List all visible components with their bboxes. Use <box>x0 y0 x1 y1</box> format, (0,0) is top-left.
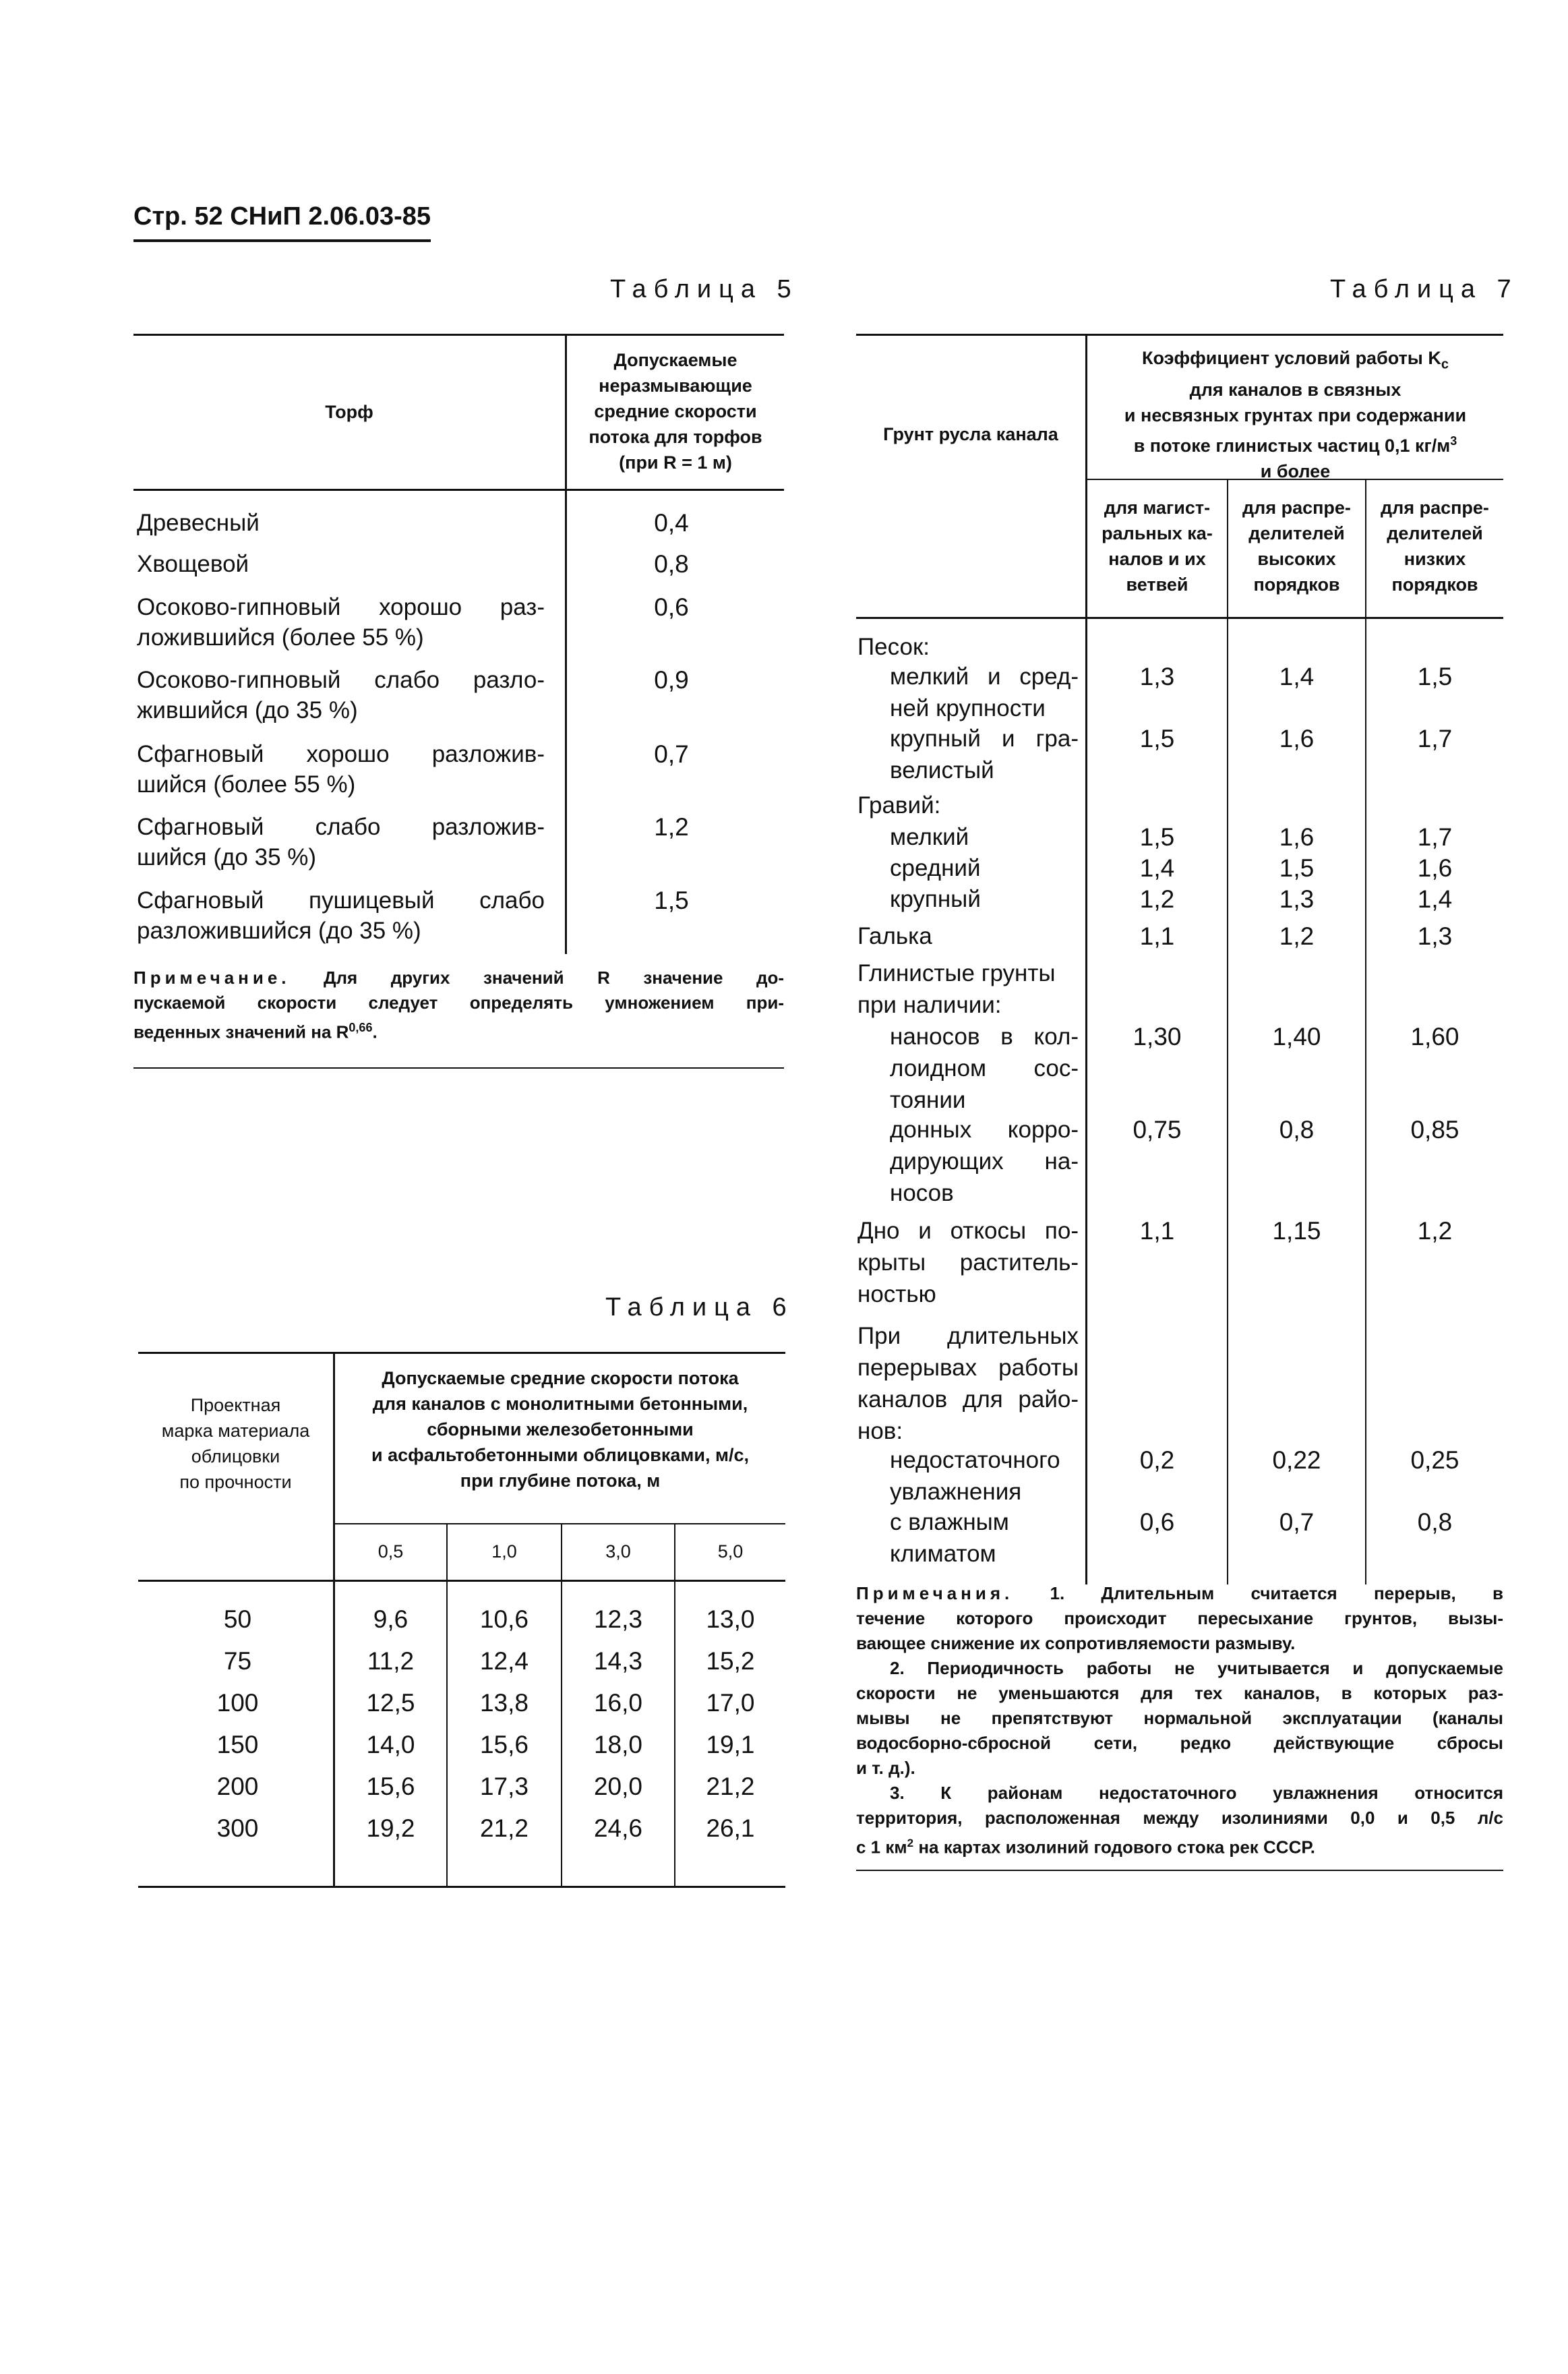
table7-row-label-cont: тоянии <box>890 1087 966 1113</box>
table6-cell: 17,0 <box>706 1689 755 1717</box>
table7-notes: Примечания. 1. Длительным считается перерыв, в течение которого происходит пересыхание грунтов, вызы- вающее снижение их сопротивляемости размыву. 2. Периодичность работы не учитывается и допускаемые скорости не уменьшаются для тех каналов, в которых раз- мывы не препятствуют нормальной эксплуатации (каналы водосборно-сбросной сети, редко действующие сбросы и т. д.). 3. К районам недостаточного увлажнения относится территория, расположенная между изолиниями 0,0 и 0,5 л/с с 1 $км^2$ на картах изолиний годового стока рек СССР. <box>856 1583 1503 1858</box>
table7-cell: 0,22 <box>1272 1446 1321 1474</box>
table6-cell: 18,0 <box>593 1731 642 1758</box>
table5-header-rule <box>133 489 784 491</box>
table6-col-mark: Проектная марка материала облицовки по прочности <box>161 1395 310 1492</box>
table7-cell: 1,4 <box>1139 854 1175 882</box>
table6-depth-rule <box>333 1523 785 1524</box>
table7-cell: 1,3 <box>1139 663 1175 690</box>
table5-row-name-cont: шийся (до 35 %) <box>137 844 317 870</box>
table6-depth: 1,0 <box>491 1541 517 1562</box>
table7-row-label-cont: увлажнения <box>890 1479 1022 1505</box>
table7-cell: 1,2 <box>1417 1217 1453 1245</box>
table6-cell: 11,2 <box>367 1647 415 1675</box>
table6-cell: 12,3 <box>593 1605 642 1633</box>
table6-cell: 14,3 <box>593 1647 642 1675</box>
table6-cell: 19,2 <box>366 1814 415 1842</box>
table7-cell: 1,2 <box>1139 885 1175 913</box>
table7-cell: 1,5 <box>1279 854 1315 882</box>
table7-col-coef: Коэффициент условий работы $K_c$ для каналов в связных и несвязных грунтах при содержании в потоке глинистых частиц 0,1 $кг/м^3$ и более <box>1124 348 1467 482</box>
table5-row-name-cont: жившийся (до 35 %) <box>137 697 358 723</box>
table5-row-name-cont: шийся (более 55 %) <box>137 771 356 798</box>
table6-cell: 19,1 <box>706 1731 755 1758</box>
table6-cell: 20,0 <box>593 1773 642 1800</box>
table7-cell: 1,30 <box>1133 1023 1182 1050</box>
table6-depth: 3,0 <box>605 1541 631 1562</box>
table5-caption: Таблица 5 <box>610 275 799 303</box>
table6-cell: 13,0 <box>706 1605 755 1633</box>
table6-cell: 13,8 <box>479 1689 529 1717</box>
table7-cell: 0,85 <box>1410 1116 1459 1144</box>
table7-row-label-cont: климатом <box>890 1541 996 1567</box>
table7-group-label: Песок: <box>857 634 930 660</box>
table7-row-label: мелкий и сред- <box>890 663 1079 690</box>
table5-row-name-cont: ложившийся (более 55 %) <box>137 624 424 651</box>
table6-cell: 21,2 <box>479 1814 529 1842</box>
table6-depth: 0,5 <box>378 1541 404 1562</box>
table7-row-label: донных корро- <box>890 1117 1079 1143</box>
table5-row-value: 1,2 <box>654 813 689 841</box>
table7-cell: 1,1 <box>1139 922 1175 950</box>
table7-cell: 1,4 <box>1279 663 1315 690</box>
table7-group-label-cont: нов: <box>857 1418 903 1444</box>
table6-cell: 15,6 <box>366 1773 415 1800</box>
table6-cell: 15,6 <box>479 1731 529 1758</box>
table5-row-name: Сфагновый слабо разложив- <box>137 814 545 840</box>
table7-cell: 0,8 <box>1417 1508 1453 1536</box>
table5-row-name: Сфагновый пушицевый слабо <box>137 887 545 914</box>
table6-col-speed: Допускаемые средние скорости потока для каналов с монолитными бетонными, сборными железобетонными и асфальтобетонными облицовками, м/с, при глубине потока, м <box>371 1368 749 1491</box>
page-header: Стр. 52 СНиП 2.06.03-85 <box>133 202 431 242</box>
table7-cell: 1,3 <box>1417 922 1453 950</box>
table7-row-label-cont: ностью <box>857 1281 936 1307</box>
table6-mark: 100 <box>216 1689 259 1717</box>
table7-group-label: Гравий: <box>857 792 941 819</box>
table7-row-label-cont: крыты раститель- <box>857 1249 1079 1276</box>
table6-depth: 5,0 <box>717 1541 744 1562</box>
table6-caption: Таблица 6 <box>605 1293 794 1322</box>
table7-cell: 1,40 <box>1272 1023 1321 1050</box>
table6-cell: 12,4 <box>479 1647 529 1675</box>
table6-mark: 200 <box>216 1773 259 1800</box>
table6-cell: 14,0 <box>366 1731 415 1758</box>
table7-cell: 1,2 <box>1279 922 1315 950</box>
table7-row-label: средний <box>890 855 981 881</box>
table7-group-label-cont: каналов для райо- <box>857 1386 1079 1413</box>
table5-row-value: 0,7 <box>654 740 689 768</box>
table7-row-label-cont: велистый <box>890 757 994 783</box>
table7-row-label: недостаточного <box>890 1447 1060 1473</box>
table7-row-label: с влажным <box>890 1509 1009 1535</box>
table7-cell: 1,7 <box>1417 823 1453 851</box>
table6-cell: 17,3 <box>479 1773 529 1800</box>
table7-group-label-cont: при наличии: <box>857 992 1002 1018</box>
table5-bottom-rule <box>133 1067 784 1069</box>
table7-subcol-high: для распре- делителей высоких порядков <box>1242 498 1351 595</box>
table5-row-value: 1,5 <box>654 887 689 914</box>
table5-col-peat: Торф <box>325 402 373 422</box>
table5-row-name: Хвощевой <box>137 551 249 577</box>
table7-cell: 1,5 <box>1139 725 1175 752</box>
table5-row-name: Древесный <box>137 510 260 536</box>
table6-mark: 300 <box>216 1814 259 1842</box>
table7-row-label-cont: ней крупности <box>890 695 1046 721</box>
table7-row-label: наносов в кол- <box>890 1023 1079 1050</box>
table7-row-label: Галька <box>857 923 932 949</box>
table7-cell: 0,6 <box>1139 1508 1175 1536</box>
table7-cell: 1,15 <box>1272 1217 1321 1245</box>
table5-row-value: 0,9 <box>654 666 689 694</box>
table6-mark: 50 <box>223 1605 252 1633</box>
table7-cell: 0,25 <box>1410 1446 1459 1474</box>
table7-subcol-main: для магист- ральных ка- налов и их ветвей <box>1102 498 1213 595</box>
table6-cell: 9,6 <box>373 1605 409 1633</box>
table6-mark: 150 <box>216 1731 259 1758</box>
table6-cell: 12,5 <box>366 1689 415 1717</box>
table6-cell: 24,6 <box>593 1814 642 1842</box>
table7-cell: 0,8 <box>1279 1116 1315 1144</box>
table7-row-label: крупный <box>890 886 981 912</box>
table7-cell: 1,7 <box>1417 725 1453 752</box>
table7-row-label-cont: носов <box>890 1180 954 1206</box>
table7-cell: 1,5 <box>1139 823 1175 851</box>
table6-cell: 16,0 <box>593 1689 642 1717</box>
table5-row-name: Осоково-гипновый хорошо раз- <box>137 594 545 620</box>
table7-header-rule <box>856 617 1503 619</box>
table7-row-label: мелкий <box>890 824 969 850</box>
table6-header-rule <box>138 1580 785 1582</box>
table6-top-rule <box>138 1352 785 1354</box>
table7-group-label: При длительных <box>857 1323 1079 1349</box>
table7-col-soil: Грунт русла канала <box>883 424 1058 444</box>
table7-cell: 1,4 <box>1417 885 1453 913</box>
table7-row-label: крупный и гра- <box>890 725 1079 752</box>
table7-top-rule <box>856 334 1503 336</box>
table7-cell: 1,5 <box>1417 663 1453 690</box>
table5-note: Примечание. Для других значений R значение до- пускаемой скорости следует определять умножением при- веденных значений на R$^{0,66}$. <box>133 968 784 1042</box>
table7-group-label: Глинистые грунты <box>857 960 1056 986</box>
table7-cell: 1,6 <box>1279 823 1315 851</box>
table5-row-value: 0,8 <box>654 550 689 578</box>
table7-cell: 1,60 <box>1410 1023 1459 1050</box>
table7-subcol-low: для распре- делителей низких порядков <box>1381 498 1489 595</box>
table7-row-label-cont: дирующих на- <box>890 1148 1079 1175</box>
table6-cell: 21,2 <box>706 1773 755 1800</box>
table5-row-value: 0,4 <box>654 509 689 537</box>
table5-row-name: Осоково-гипновый слабо разло- <box>137 667 545 693</box>
table7-row-label-cont: лоидном сос- <box>890 1055 1079 1081</box>
table5-top-rule <box>133 334 784 336</box>
table7-cell: 1,6 <box>1417 854 1453 882</box>
table6-cell: 26,1 <box>706 1814 755 1842</box>
table7-bottom-rule <box>856 1870 1503 1871</box>
table7-cell: 1,1 <box>1139 1217 1175 1245</box>
table7-cell: 0,75 <box>1133 1116 1182 1144</box>
table5-row-name: Сфагновый хорошо разложив- <box>137 741 545 767</box>
table5-row-name-cont: разложившийся (до 35 %) <box>137 918 421 944</box>
table6-bottom-rule <box>138 1886 785 1888</box>
table6-mark: 75 <box>223 1647 252 1675</box>
table7-caption: Таблица 7 <box>1330 275 1519 303</box>
table7-group-label-cont: перерывах работы <box>857 1355 1079 1381</box>
table6-cell: 15,2 <box>706 1647 755 1675</box>
table6-cell: 10,6 <box>479 1605 529 1633</box>
table7-cell: 0,7 <box>1279 1508 1315 1536</box>
table7-cell: 1,3 <box>1279 885 1315 913</box>
table7-row-label: Дно и откосы по- <box>857 1218 1079 1244</box>
table5-col-speed: Допускаемые неразмывающие средние скорости потока для торфов (при R = 1 м) <box>589 350 762 473</box>
table7-cell: 0,2 <box>1139 1446 1175 1474</box>
table5-row-value: 0,6 <box>654 593 689 621</box>
table7-cell: 1,6 <box>1279 725 1315 752</box>
